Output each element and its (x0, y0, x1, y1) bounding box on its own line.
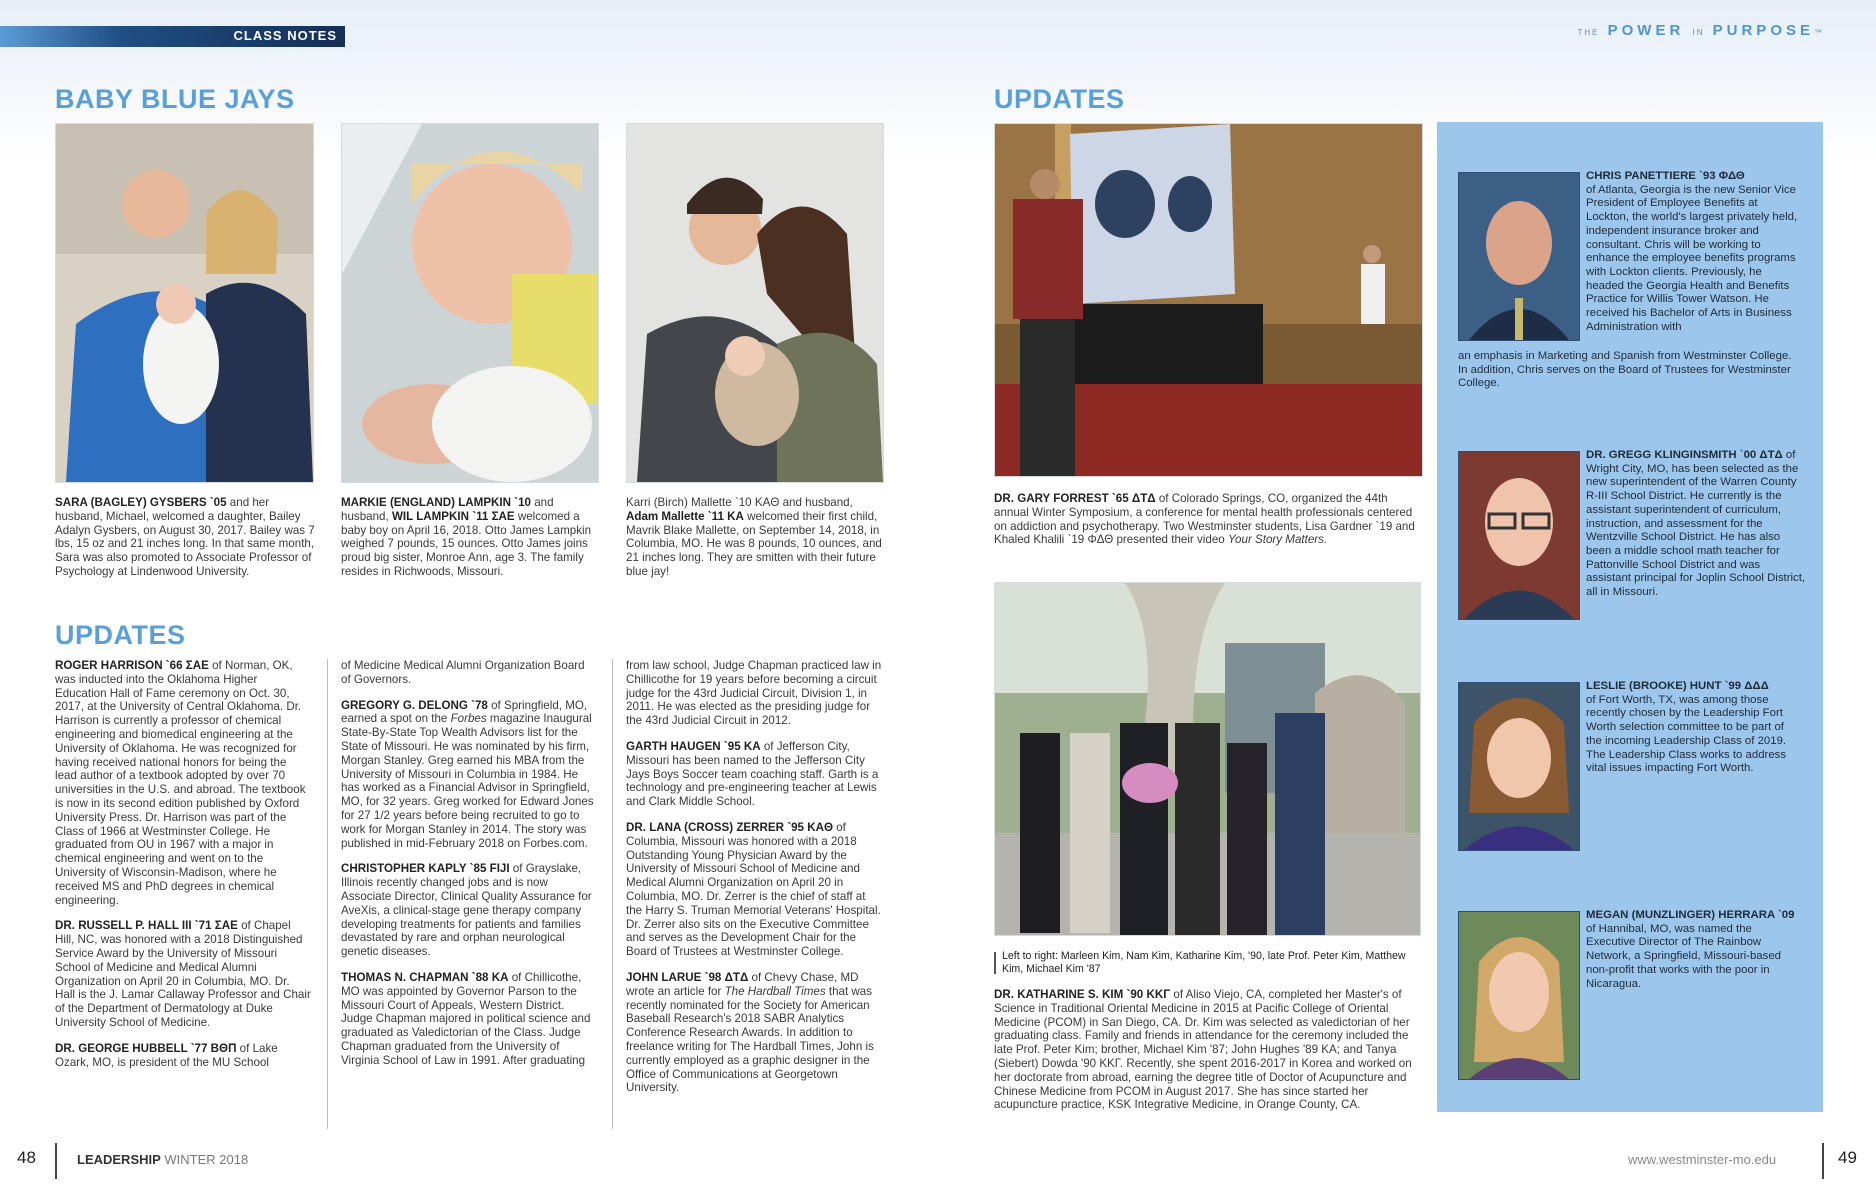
kim-caption-rule (994, 952, 996, 974)
herrara-profile (1586, 909, 1804, 991)
harrison-text: of Norman, OK, was inducted into the Oklahoma Higher Education Hall of Fame ceremony on Oct. 30, 2017, at the University of Central Oklahoma. Dr. Harrison is currently a professor of chemical engineering and biomedical engineering at the University of Oklahoma. He was recognized for having received national honors for being the lead author of a textbook adopted by over 70 universities in the U.S. and abroad. The textbook is now in its second edition published by Oxford University Press. Dr. Harrison was part of the Class of 1966 at Westminster College. He graduated from OU in 1967 with a major in chemical engineering and went on to the University of Wisconsin-Madison, where he received MS and PhD degrees in chemical engineering. (55, 659, 306, 907)
larue-text-b: that was recently nominated for the Society for American Baseball Research's 2018 SABR Analytics Conference Research Awards. In addition to freelance writing for The Hardball Times, John is currently employed as a graphic designer in the Office of Communications at Georgetown University. (626, 984, 874, 1095)
gysbers-text: and her husband, Michael, welcomed a daughter, Bailey Adalyn Gysbers, on August 30, 2017. Bailey was 7 lbs, 15 oz and 21 inches long. In that same month, Sara was also promoted to Associate Professor of Psychology at Lindenwood University. (55, 496, 315, 578)
lampkin-caption (341, 496, 603, 579)
klinginsmith-headshot (1458, 451, 1580, 620)
column-divider-1 (327, 659, 328, 1129)
hubbell-continued (341, 659, 597, 687)
klinginsmith-text: of Wright City, MO, has been selected as the new superintendent of the Warren County R-III School District. He currently is the assistant superintendent of curriculum, instruction, and assessment for the Wentzville School District. He has also been a middle school math teacher for Pattonville School District and was assistant principal for Joplin School District, all in Missouri. (1586, 449, 1806, 599)
panettiere-headshot (1458, 172, 1580, 341)
kim-text: of Aliso Viejo, CA, completed her Master's of Science in Traditional Oriental Medicine in 2015 at Pacific College of Oriental Medicine (PCOM) in San Diego, CA. Dr. Kim was selected as valedictorian of her graduating class. Family and friends in attendance for the ceremony included the late Prof. Peter Kim; brother, Michael Kim '87; John Hughes '89 KA; and Tanya (Siebert) Dowda '90 KKΓ. Recently, she spent 2016-2017 in Korea and worked on her doctorate from abroad, earning the degree title of Doctor of Acupuncture and Chinese Medicine from PCOM in August 2017. She has since started her acupuncture practice, KSK Integrative Medicine, in Orange County, CA. (994, 988, 1412, 1112)
tagline-purpose: PURPOSE (1712, 22, 1814, 39)
left-updates-heading: UPDATES (55, 620, 186, 650)
hall-text: of Chapel Hill, NC, was honored with a 2018 Distinguished Service Award by the University of Missouri School of Medicine and Medical Alumni Organization on April 20 in Columbia, MO. Dr. Hall is the J. Lamar Callaway Professor and Chair of the Department of Dermatology at Duke University School of Medicine. (55, 919, 311, 1029)
delong-note (341, 699, 597, 851)
delong-name: GREGORY G. DELONG `78 (341, 698, 488, 712)
right-footer-rule (1822, 1143, 1824, 1179)
website-url: www.westminster-mo.edu (1628, 1152, 1777, 1167)
chapman-note (341, 971, 597, 1068)
chapman-continued (626, 659, 884, 728)
forrest-video-title: Your Story Matters. (1227, 533, 1328, 547)
kaply-name: CHRISTOPHER KAPLY `85 FIJI (341, 862, 510, 876)
updates-column-2 (341, 659, 597, 1080)
tagline (1577, 22, 1824, 39)
hubbell-note (55, 1042, 311, 1070)
panettiere-text: of Atlanta, Georgia is the new Senior Vice President of Employee Benefits at Lockton, the world's largest privately held, independent insurance broker and consultant. Chris will be working to enhance the employee benefits programs with Lockton clients. Previously, he headed the Georgia Health and Benefits Practice for Willis Tower Watson. He received his Bachelor of Arts in Business Administration with (1586, 183, 1798, 333)
footer-brand: LEADERSHIP (77, 1152, 161, 1167)
right-updates-heading: UPDATES (994, 84, 1125, 114)
chapman-text: of Chillicothe, MO was appointed by Governor Parson to the Missouri Court of Appeals, Western District. Judge Chapman majored in political science and graduated as Valedictorian of the Class. Judge Chapman graduated from the University of Virginia School of Law in 1991. After graduating (341, 970, 591, 1067)
larue-hardball: The Hardball Times (724, 984, 826, 998)
gysbers-family-photo (55, 123, 314, 483)
hubbell-text: of Lake Ozark, MO, is president of the MU School (55, 1041, 278, 1069)
kim-family-photo (994, 582, 1421, 936)
hunt-text: of Fort Worth, TX, was among those recently chosen by the Leadership Fort Worth selection committee to be part of the incoming Leadership Class of 2019. The Leadership Class works to address vital issues impacting Fort Worth. (1586, 693, 1787, 775)
tagline-in: IN (1692, 28, 1705, 37)
tagline-the: THE (1577, 28, 1600, 37)
mallette-name: Karri (Birch) Mallette `10 KAΘ (626, 496, 780, 509)
gysbers-caption (55, 496, 317, 579)
zerrer-note (626, 821, 884, 959)
tagline-power: POWER (1607, 22, 1685, 39)
panettiere-profile-wide: an emphasis in Marketing and Spanish from Westminster College. In addition, Chris serves on the Board of Trustees for Westminster College. (1458, 350, 1792, 390)
forrest-text: of Colorado Springs, CO, organized the 44th annual Winter Symposium, a conference for mental health professionals centered on addiction and psychotherapy. Two Westminster students, Lisa Gardner `19 and Khaled Khalili `19 ΦΔΘ presented their video (994, 492, 1415, 547)
baby-blue-jays-heading: BABY BLUE JAYS (55, 84, 295, 114)
larue-text-a: of Chevy Chase, MD wrote an article for (626, 970, 859, 998)
panettiere-name: CHRIS PANETTIERE `93 ΦΔΘ (1586, 170, 1745, 182)
forrest-name: DR. GARY FORREST `65 ΔTΔ (994, 492, 1156, 505)
left-page-number: 48 (17, 1148, 36, 1167)
gysbers-name: SARA (BAGLEY) GYSBERS `05 (55, 496, 227, 509)
mallette-text-b: welcomed their first child, Mavrik Blake Mallette, on September 14, 2018, in Columbia, MO. He was 8 pounds, 10 ounces, and 21 inches long. They are smitten with their future blue jay! (626, 509, 882, 578)
mallette-text-a: and husband, (779, 496, 853, 509)
kim-photo-caption: Left to right: Marleen Kim, Nam Kim, Katharine Kim, '90, late Prof. Peter Kim, Matthew Kim, Michael Kim '87 (1002, 950, 1406, 975)
updates-column-3 (626, 659, 884, 1107)
delong-text-a: of Springfield, MO, earned a spot on the (341, 698, 588, 726)
mallette-name2: Adam Mallette `11 KA (626, 509, 744, 523)
lampkin-text-a: and husband, (341, 496, 554, 523)
chapman-continued-text: from law school, Judge Chapman practiced law in Chillicothe for 19 years before becoming a circuit judge for the 43rd Judicial Circuit, Division 1, in 2011. He was elected as the presiding judge for the 43rd Judicial Circuit in 2012. (626, 659, 882, 728)
klinginsmith-name: DR. GREGG KLINGINSMITH `00 ΔTΔ (1586, 449, 1783, 461)
harrison-note (55, 659, 311, 907)
hunt-name: LESLIE (BROOKE) HUNT `99 ΔΔΔ (1586, 680, 1769, 692)
kim-name: DR. KATHARINE S. KIM `90 KKΓ (994, 988, 1171, 1001)
updates-column-1 (55, 659, 311, 1081)
left-footer-rule (55, 1143, 57, 1179)
herrara-name: MEGAN (MUNZLINGER) HERRARA `09 (1586, 909, 1795, 921)
delong-text-b: magazine Inaugural State-By-State Top Wealth Advisors list for the State of Missouri. He was nominated by his firm, Morgan Stanley. Greg earned his MBA from the University of Missouri in Columbia in 1984. He has worked as a Financial Advisor in Springfield, MO, for 32 years. Greg worked for Edward Jones for 27 1/2 years before being recruited to go to work for Morgan Stanley in 2014. The story was published in mid-February 2018 on Forbes.com. (341, 712, 594, 850)
mallette-family-photo (626, 123, 884, 483)
zerrer-text: of Columbia, Missouri was honored with a 2018 Outstanding Young Physician Award by the University of Missouri School of Medicine and Medical Alumni Organization on April 20 in Columbia, MO. Dr. Zerrer is the chief of staff at the Harry S. Truman Memorial Veterans' Hospital. Dr. Zerrer also sits on the Executive Committee and serves as the Development Chair for the Board of Trustees at Westminster College. (626, 820, 881, 959)
lampkin-text-b: welcomed a baby boy on April 16, 2018. Otto James Lampkin weighed 7 pounds, 15 ounces. Otto James joins proud big sister, Monroe Ann, age 3. The family resides in Richwoods, Missouri. (341, 509, 592, 578)
hubbell-name: DR. GEORGE HUBBELL `77 ΒΘΠ (55, 1041, 237, 1055)
left-footer-text (77, 1152, 248, 1167)
lampkin-name: MARKIE (ENGLAND) LAMPKIN `10 (341, 496, 532, 509)
hall-name: DR. RUSSELL P. HALL III `71 ΣAE (55, 919, 238, 933)
kaply-note (341, 862, 597, 959)
lampkin-name2: WIL LAMPKIN `11 ΣAE (391, 509, 515, 523)
kaply-text: of Grayslake, Illinois recently changed jobs and is now Associate Director, Clinical Quality Assurance for AveXis, a clinical-stage gene therapy company developing treatments for patients and families devastated by rare and orphan neurological genetic diseases. (341, 862, 592, 959)
footer-issue: WINTER 2018 (160, 1152, 249, 1167)
larue-note (626, 971, 884, 1095)
kim-note (994, 988, 1424, 1112)
tagline-tm: ™ (1814, 28, 1824, 37)
panettiere-profile (1586, 170, 1802, 334)
symposium-photo (994, 123, 1423, 477)
mallette-caption (626, 496, 888, 579)
zerrer-name: DR. LANA (CROSS) ZERRER `95 KAΘ (626, 820, 833, 834)
column-divider-2 (612, 659, 613, 1129)
larue-name: JOHN LARUE `98 ΔTΔ (626, 970, 749, 984)
hall-note (55, 919, 311, 1029)
klinginsmith-profile (1586, 449, 1806, 600)
herrara-headshot (1458, 911, 1580, 1080)
herrara-text: of Hannibal, MO, was named the Executive Director of The Rainbow Network, a Springfield, Missouri-based non-profit that works with the poor in Nicaragua. (1586, 922, 1781, 990)
chapman-name: THOMAS N. CHAPMAN `88 KA (341, 970, 509, 984)
class-notes-tab (0, 26, 345, 47)
class-notes-label: CLASS NOTES (233, 28, 337, 43)
haugen-text: of Jefferson City, Missouri has been named to the Jefferson City Jays Boys Soccer team coaching staff. Garth is a technology and pre-engineering teacher at Lewis and Clark Middle School. (626, 739, 879, 809)
lampkin-children-photo (341, 123, 599, 483)
hubbell-continued-text: of Medicine Medical Alumni Organization Board of Governors. (341, 659, 585, 686)
right-page-number: 49 (1838, 1148, 1857, 1167)
haugen-name: GARTH HAUGEN `95 KA (626, 739, 761, 753)
hunt-profile (1586, 680, 1802, 776)
haugen-note (626, 740, 884, 809)
forrest-caption (994, 492, 1424, 547)
delong-forbes: Forbes (450, 712, 487, 726)
hunt-headshot (1458, 682, 1580, 851)
harrison-name: ROGER HARRISON `66 ΣAE (55, 659, 209, 672)
